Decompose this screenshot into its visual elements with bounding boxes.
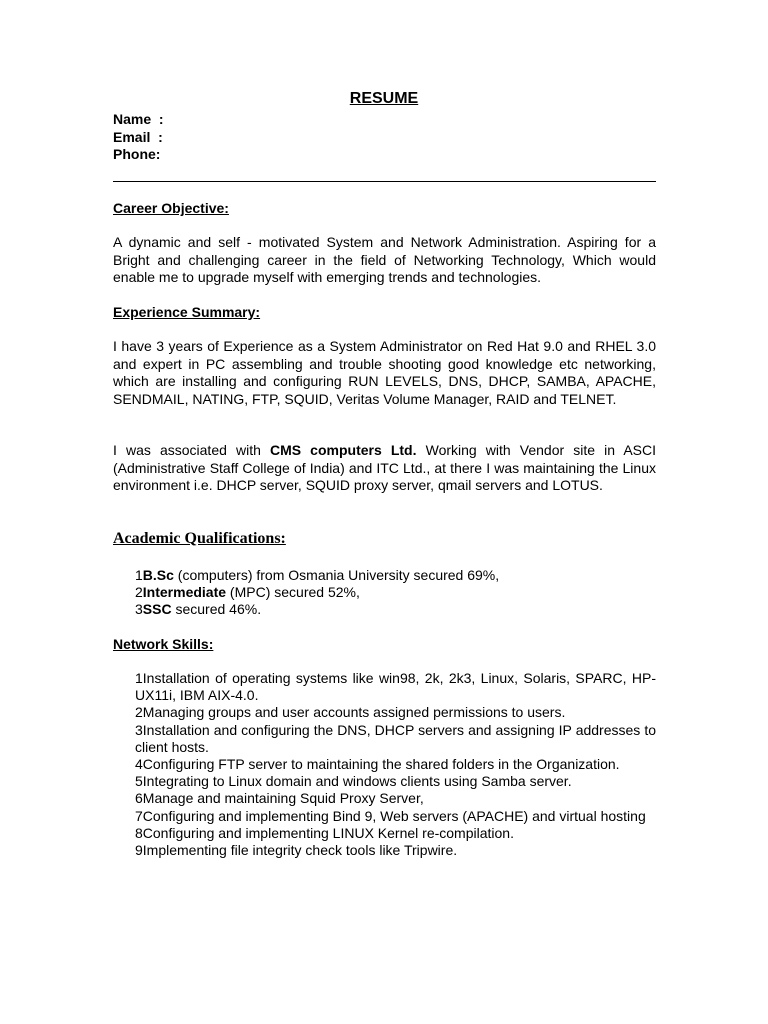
experience-summary-heading [113,304,656,322]
list-item: 8Configuring and implementing LINUX Kernel re-compilation. [135,824,514,841]
academic-heading: Academic Qualifications: [113,530,286,547]
para2-prefix: I was associated with [113,442,270,458]
experience-paragraph-2 [113,442,656,495]
section-heading: Career Objective: [113,200,229,216]
page-title: RESUME [349,90,419,107]
section-heading: Network Skills: [113,636,214,652]
company-name: CMS computers Ltd. [269,442,417,458]
list-item: 2Intermediate (MPC) secured 52%, [135,584,360,601]
para2-rest: Working with Vendor site in ASCI (Administrative Staff College of India) and ITC Ltd., at there I was maintaining the Linux environment i.e. DHCP server, SQUID proxy server, qmail servers and LOTUS. [113,442,657,493]
email-label: Email : [113,128,163,145]
list-item: 3Installation and configuring the DNS, DHCP servers and assigning IP addresses to client hosts. [135,721,656,755]
list-item: 3SSC secured 46%. [135,601,262,618]
list-item: 1B.Sc (computers) from Osmania University secured 69%, [135,567,500,583]
list-item: 9Implementing file integrity check tools like Tripwire. [135,842,458,859]
experience-paragraph-1: I have 3 years of Experience as a System Administrator on Red Hat 9.0 and RHEL 3.0 and expert in PC assembling and trouble shooting good knowledge etc networking, which are installing and configuring RUN LEVELS, DNS, DHCP, SAMBA, APACHE, SENDMAIL, NATING, FTP, SQUID, Veritas Volume Manager, RAID and TELNET. [113,338,656,407]
list-item: 6Manage and maintaining Squid Proxy Server, [135,790,424,807]
phone-label: Phone: [113,146,161,162]
career-objective-text: A dynamic and self - motivated System and Network Administration. Aspiring for a Bright and challenging career in the field of Networking Technology, Which would enable me to upgrade myself with emerging trends and technologies. [113,234,656,285]
list-item: 4Configuring FTP server to maintaining the shared folders in the Organization. [135,756,620,773]
academic-list [135,567,656,619]
list-item: 2Managing groups and user accounts assigned permissions to users. [135,704,566,721]
section-heading: Experience Summary: [113,304,261,320]
career-objective-heading [113,200,656,218]
list-item: 7Configuring and implementing Bind 9, Web servers (APACHE) and virtual hosting [135,807,646,824]
divider [113,181,656,182]
list-item: 1Installation of operating systems like win98, 2k, 2k3, Linux, Solaris, SPARC, HP-UX11i, IBM AIX-4.0. [135,670,656,704]
list-item: 5Integrating to Linux domain and windows clients using Samba server. [135,773,572,790]
contact-block [113,111,164,164]
network-skills-list [135,670,656,859]
network-skills-heading [113,636,656,654]
name-label: Name : [113,111,164,127]
